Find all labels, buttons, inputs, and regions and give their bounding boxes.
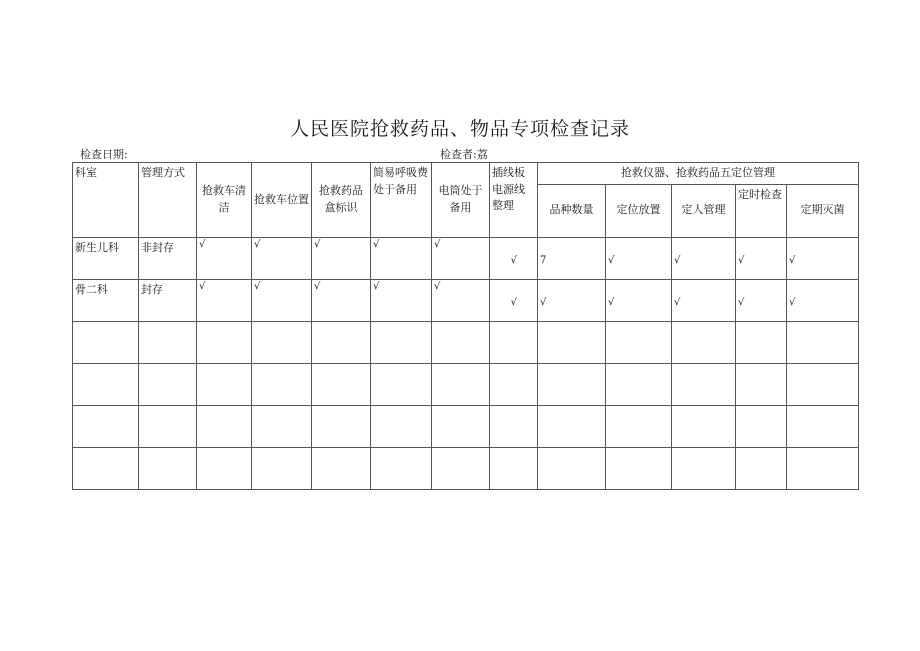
table-row xyxy=(73,237,859,279)
check-mark: 7 xyxy=(540,254,547,266)
check-mark: √ xyxy=(254,280,261,292)
cell-flashlight xyxy=(432,237,490,279)
cell-department: 骨二科 xyxy=(73,279,139,321)
check-mark: √ xyxy=(540,296,547,308)
cell-respirator xyxy=(371,237,432,279)
check-mark: √ xyxy=(314,238,321,250)
check-mark: √ xyxy=(608,254,615,266)
header-cart-clean: 抢救车清洁 xyxy=(197,163,252,238)
check-mark: √ xyxy=(199,238,206,250)
cell-cart-clean xyxy=(197,237,252,279)
cell-scheduled-sterilization xyxy=(787,279,859,321)
inspection-table xyxy=(72,162,859,490)
header-management-method: 管理方式 xyxy=(139,163,197,238)
cell-management-method: 非封存 xyxy=(139,237,197,279)
header-respirator: 简易呼吸费处于备用 xyxy=(371,163,432,238)
header-scheduled-check: 定时检查 xyxy=(736,184,787,237)
check-mark: √ xyxy=(608,296,615,308)
cell-management-method: 封存 xyxy=(139,279,197,321)
cell-fixed-person xyxy=(672,237,736,279)
check-mark: √ xyxy=(674,254,681,266)
inspector-label: 检查者: xyxy=(440,148,477,161)
check-mark: √ xyxy=(789,254,796,266)
cell-scheduled-check xyxy=(736,237,787,279)
check-mark: √ xyxy=(254,238,261,250)
cell-power-strip xyxy=(490,279,538,321)
cell-department: 新生儿科 xyxy=(73,237,139,279)
cell-scheduled-check xyxy=(736,279,787,321)
header-variety-quantity: 品种数量 xyxy=(538,184,606,237)
cell-drug-box-label xyxy=(312,237,371,279)
inspection-date-label: 检查日期: xyxy=(80,148,128,161)
cell-fixed-person xyxy=(672,279,736,321)
header-row-1 xyxy=(73,163,859,185)
header-flashlight: 电筒处于备用 xyxy=(432,163,490,238)
check-mark: √ xyxy=(434,238,441,250)
cell-flashlight xyxy=(432,279,490,321)
check-mark: √ xyxy=(510,254,517,266)
header-drug-box-label: 抢救药品盒标识 xyxy=(312,163,371,238)
check-mark: √ xyxy=(199,280,206,292)
cell-cart-clean xyxy=(197,279,252,321)
table-row-empty xyxy=(73,321,859,363)
check-mark: √ xyxy=(434,280,441,292)
check-mark: √ xyxy=(738,296,745,308)
header-power-strip: 插线板电源线整理 xyxy=(490,163,538,238)
check-mark: √ xyxy=(510,296,517,308)
inspector-value: 荔 xyxy=(476,148,488,161)
table-row-empty xyxy=(73,447,859,489)
cell-variety-quantity xyxy=(538,279,606,321)
header-scheduled-sterilization: 定期灭菌 xyxy=(787,184,859,237)
header-cart-position: 抢救车位置 xyxy=(252,163,312,238)
header-five-fixed-group: 抢救仪器、抢救药品五定位管理 xyxy=(538,163,859,185)
header-department: 科室 xyxy=(73,163,139,238)
cell-fixed-location xyxy=(606,279,672,321)
cell-power-strip xyxy=(490,237,538,279)
check-mark: √ xyxy=(314,280,321,292)
check-mark: √ xyxy=(373,280,380,292)
cell-respirator xyxy=(371,279,432,321)
table-row-empty xyxy=(73,363,859,405)
check-mark: √ xyxy=(789,296,796,308)
table-row xyxy=(73,279,859,321)
table-row-empty xyxy=(73,405,859,447)
page-title: 人民医院抢救药品、物品专项检查记录 xyxy=(289,118,630,140)
check-mark: √ xyxy=(674,296,681,308)
header-fixed-location: 定位放置 xyxy=(606,184,672,237)
header-fixed-person: 定人管理 xyxy=(672,184,736,237)
inspector-field xyxy=(440,146,488,162)
cell-variety-quantity xyxy=(538,237,606,279)
check-mark: √ xyxy=(738,254,745,266)
check-mark: √ xyxy=(373,238,380,250)
cell-scheduled-sterilization xyxy=(787,237,859,279)
cell-cart-position xyxy=(252,237,312,279)
cell-cart-position xyxy=(252,279,312,321)
cell-fixed-location xyxy=(606,237,672,279)
cell-drug-box-label xyxy=(312,279,371,321)
